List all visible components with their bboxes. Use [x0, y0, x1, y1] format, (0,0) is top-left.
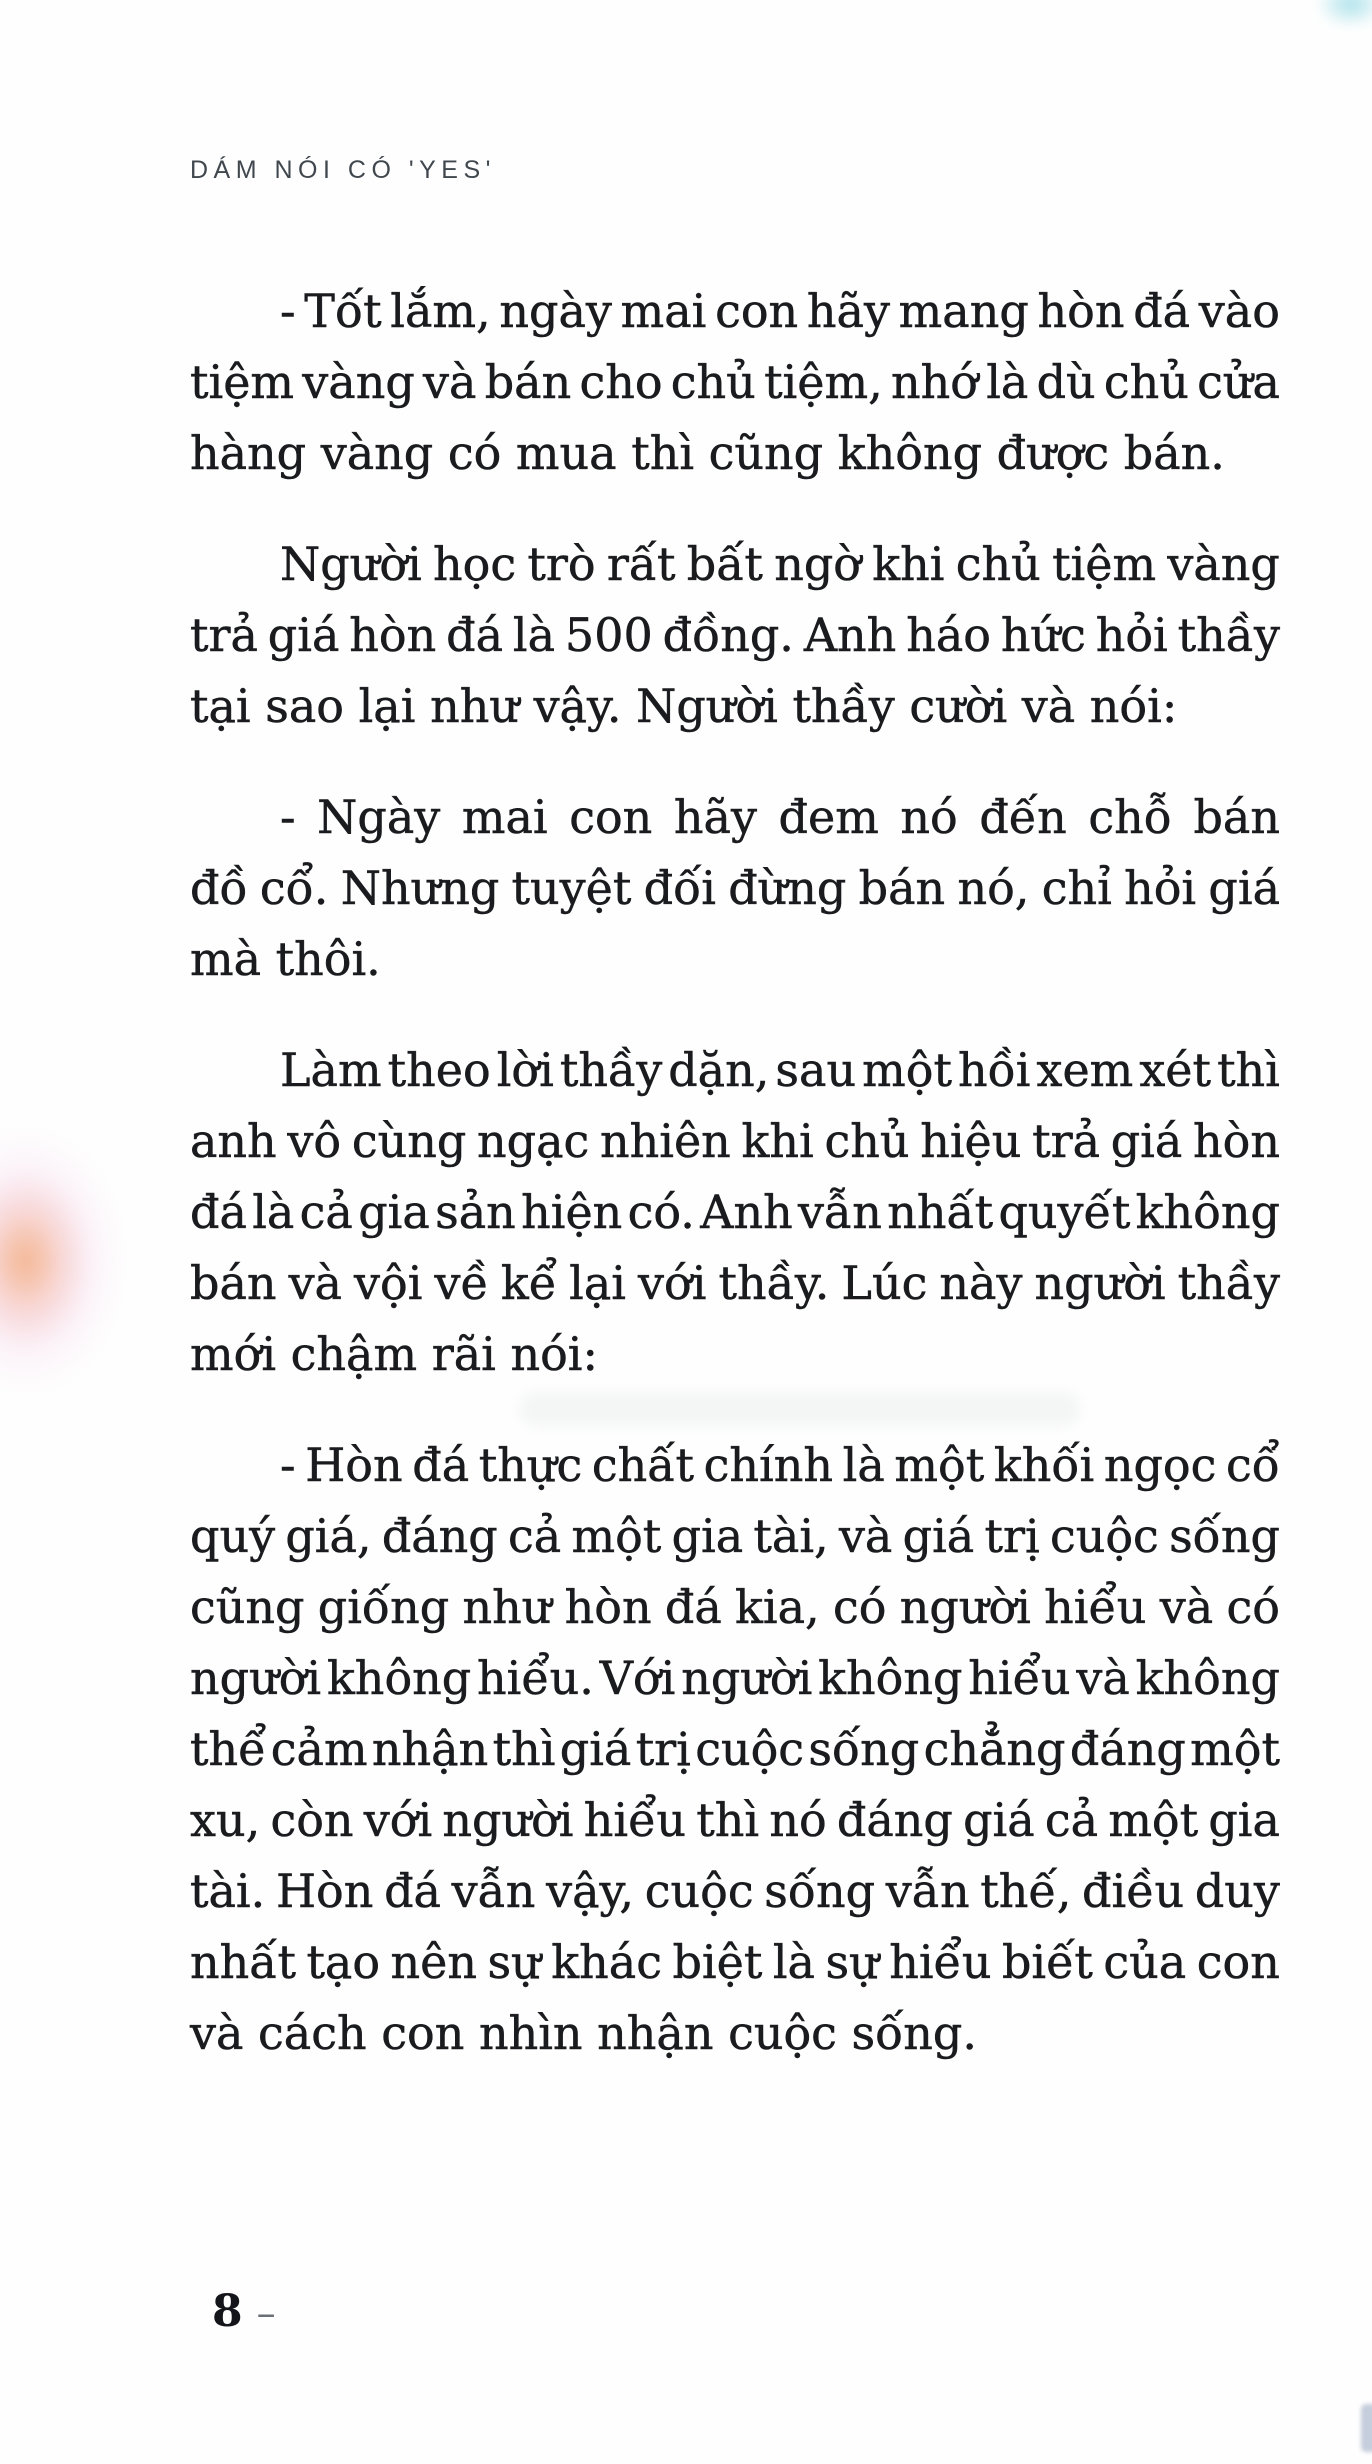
text-line: Làm theo lời thầy dặn, sau một hồi xem xét thì: [280, 1043, 1280, 1097]
text-line: - Hòn đá thực chất chính là một khối ngọc cổ: [280, 1438, 1280, 1492]
page-number-dash: –: [256, 2291, 276, 2335]
page-number: [212, 2282, 276, 2343]
text-line: - Ngày mai con hãy đem nó đến chỗ bán: [280, 790, 1280, 844]
text-line: trả giá hòn đá là 500 đồng. Anh háo hức hỏi thầy: [190, 608, 1280, 662]
text-line: tiệm vàng và bán cho chủ tiệm, nhớ là dù chủ cửa: [190, 355, 1280, 409]
paragraph: [190, 1430, 1280, 2069]
text-line: thể cảm nhận thì giá trị cuộc sống chẳng đáng một: [190, 1722, 1280, 1776]
text-line: hàng vàng có mua thì cũng không được bán.: [190, 426, 1225, 480]
text-line: mới chậm rãi nói:: [190, 1327, 598, 1381]
paragraph: [190, 1035, 1280, 1390]
text-line: tài. Hòn đá vẫn vậy, cuộc sống vẫn thế, điều duy: [190, 1864, 1280, 1918]
text-line: nhất tạo nên sự khác biệt là sự hiểu biết của con: [190, 1935, 1280, 1989]
text-line: cũng giống như hòn đá kia, có người hiểu và có: [190, 1580, 1280, 1634]
paragraph: [190, 782, 1280, 995]
text-line: bán và vội về kể lại với thầy. Lúc này người thầy: [190, 1256, 1280, 1310]
text-line: anh vô cùng ngạc nhiên khi chủ hiệu trả giá hòn: [190, 1114, 1280, 1168]
scan-pink-blob: [0, 1128, 123, 1393]
text-line: - Tốt lắm, ngày mai con hãy mang hòn đá vào: [280, 284, 1280, 338]
scan-corner-tint: [1316, 0, 1372, 28]
scan-edge-mark: [1361, 2404, 1372, 2452]
text-line: đá là cả gia sản hiện có. Anh vẫn nhất quyết không: [190, 1185, 1280, 1239]
text-line: Người học trò rất bất ngờ khi chủ tiệm vàng: [280, 537, 1280, 591]
text-line: xu, còn với người hiểu thì nó đáng giá cả một gia: [190, 1793, 1280, 1847]
text-line: tại sao lại như vậy. Người thầy cười và nói:: [190, 679, 1178, 733]
text-line: mà thôi.: [190, 932, 381, 986]
text-line: đồ cổ. Nhưng tuyệt đối đừng bán nó, chỉ hỏi giá: [190, 861, 1280, 915]
text-line: người không hiểu. Với người không hiểu và không: [190, 1651, 1280, 1705]
text-line: quý giá, đáng cả một gia tài, và giá trị cuộc sống: [190, 1509, 1280, 1563]
paragraph: [190, 276, 1280, 489]
paragraph: [190, 529, 1280, 742]
running-header: DÁM NÓI CÓ 'YES': [190, 156, 496, 184]
text-line: và cách con nhìn nhận cuộc sống.: [190, 2006, 977, 2060]
page-number-value: 8: [212, 2286, 243, 2337]
text-block: [190, 276, 1280, 2109]
